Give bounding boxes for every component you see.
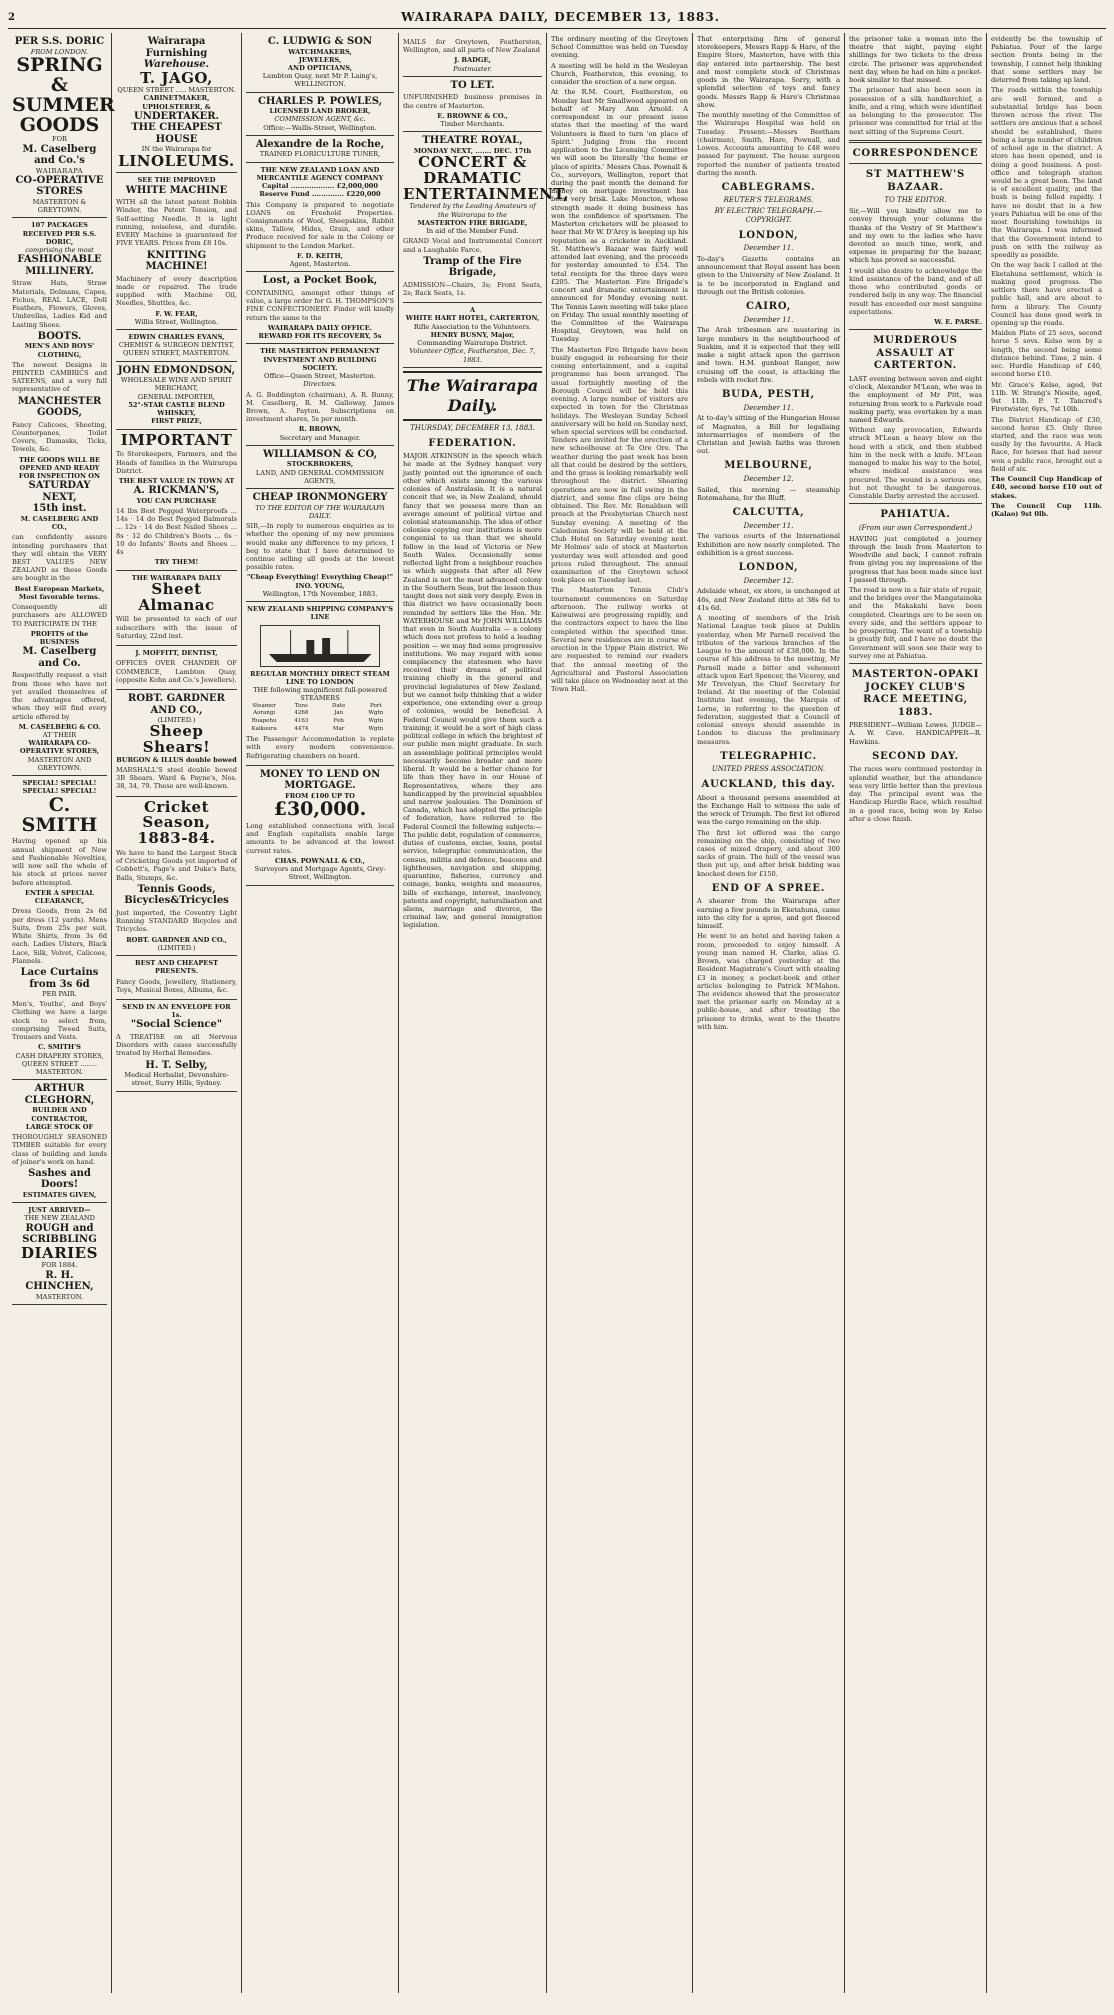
ad-line: JEWELERS, bbox=[298, 55, 342, 64]
ad-line: MONEY TO LEND ON MORTGAGE. bbox=[259, 768, 381, 792]
telegraphic-news: AUCKLAND, this day. About a thousand persons assembled at the Exchange Hall to witness the sale of the wreck of Triumph. The first lot offered was the cargo remaining on the ship. The first lot offered was the cargo remaining on the ship, consisting of two cases of mixed drapery, and about 300 sacks of grain. The hull of the vessel was then put up, and after brisk bidding was knocked down for £150. bbox=[697, 779, 840, 878]
ad-line: "Social Science" bbox=[130, 1019, 223, 1031]
smith-ad: SPECIAL! SPECIAL! SPECIAL! SPECIAL! C. SMITH Having opened up his annual shipment of New and Fashionable Novelties, will now sell the whole of his stock at prices never before attempted. ENTER A SPECIAL CLEARANCE, Dress Goods, from 2s 6d per dress (12 yards). Mens Suits, from 25s per suit. White Shirts, from 3s 6d each. Ladies Ulsters, Black Lace, Silk, Velvet, Calicoes, Flannels. Lace Curtains from 3s 6d PER PAIR. Men's, Youths', and Boys' Clothing we have a large stock to select from, comprising Tweed Suits, Trousers and Vests. C. SMITH'S CASH DRAPERY STORES, QUEEN STREET ........ MASTERTON. bbox=[12, 776, 107, 1080]
letter: Sir,—Will you kindly allow me to convey through your columns the thanks of the Vestry of St Matthew's and my own to the ladies who have devoted so much time, work, and expense in preparing for the bazaar, which has proved so successful. I would also desire to acknowledge the kind assistance of the band, and of all those who contributed goods or rendered help in any way. The financial result has exceeded our most sanguine expectations. W. E. PARSE. bbox=[849, 207, 982, 327]
ad-line: CASH DRAPERY STORES, bbox=[15, 1051, 104, 1060]
ad-line: FROM LONDON. bbox=[30, 47, 89, 56]
steamship-illustration bbox=[260, 625, 380, 667]
columns bbox=[8, 33, 1106, 1993]
ad-line: A bbox=[469, 306, 476, 315]
ad-line: KNITTING MACHINE! bbox=[145, 249, 208, 273]
news-paragraph: A shearer from the Wairarapa after earning a few pounds in Eketahuna, came into the city for a spree, and got fleeced himself. bbox=[697, 897, 840, 931]
news-paragraph: To-day's Gazette contains an announcement that Royal assent has been given to the University of New Zealand. It is to be incorporated in England and through out the British colonies. bbox=[697, 254, 840, 296]
ad-line: BUILDER AND CONTRACTOR, bbox=[31, 1106, 88, 1123]
news-paragraph: About a thousand persons assembled at the Exchange Hall to witness the sale of the wreck of Triumph. The first lot offered was the cargo remaining on the ship. bbox=[697, 793, 840, 827]
letter-salutation: TO THE EDITOR. bbox=[884, 196, 947, 205]
ad-line: MONDAY NEXT, ....... DEC. 17th bbox=[413, 146, 532, 155]
ad-heading: T. JAGO, bbox=[140, 68, 213, 87]
news-paragraph: evidently be the township of Pahiatua. Four of the large section fronts being in the township, I cannot help thinking that some settlers may be deterred from taking up land. bbox=[991, 35, 1102, 85]
ad-line: AT THEIR bbox=[42, 730, 77, 739]
ad-line: MANCHESTER GOODS, bbox=[17, 395, 102, 419]
news-paragraph: That enterprising firm of general storekeepers, Messrs Rapp & Hare, of the Empire Store, Masterton, have with this day entered into partnership. The best and most complete stock of Christmas goods in the Wairarapa. Sorry, with a splendid selection of toys and fancy goods. Messrs Rapp & Hare's Christmas show. bbox=[697, 35, 840, 109]
ad-line: THE MASTERTON PERMANENT INVESTMENT AND BUILDING SOCIETY. bbox=[260, 347, 380, 372]
cablegrams: LONDON, December 11. To-day's Gazette contains an announcement that Royal assent has been given to the University of New Zealand. It is to be incorporated in England and through out the British colonies. CAIRO, December 11. The Arab tribesmen are mustering in large numbers in the neighbourhood of Suakim, and it is expected that they will make a night attack upon the garrison and town. H.M. gunboat Ranger, now cruising off the coast, is attacking the rebels with rocket fire. BUDA, PESTH, December 11. At to-day's sitting of the Hungarian House of Magnates, a Bill for legalising intermarriages of members of the Christian and Jewish faiths was thrown out. MELBOURNE, December 12. Sailed, this morning — steamship Rotomahana, for the Bluff. CALCUTTA, December 11. The various courts of the International Exhibition are now nearly completed. The exhibition is a great success. LONDON, December 12. Adelaide wheat, ex store, is unchanged at 46s, and New Zealand ditto at 38s 6d to 41s 6d. A meeting of members of the Irish National League took place at Dublin yesterday, when Mr Parnell received the tributes of the various branches of the League to the amount of £38,000. In the course of his address to the meeting, Mr Parnell made a bitter and vehement attack upon Earl Spencer, the Viceroy, and Mr Trevelyan, the Chief Secretary for Ireland. At the meeting of the Colonial Institute last evening, the Marquis of Lorne, in referring to the question of federation, suggested that a Council of colonial envoys should assemble in London to discuss the preliminary measures. bbox=[697, 229, 840, 746]
news-paragraph: The ordinary meeting of the Greytown School Committee was held on Tuesday evening. bbox=[551, 35, 688, 60]
column-2 bbox=[112, 33, 242, 1993]
date: December 12. bbox=[743, 474, 794, 483]
pahiatua-continued: evidently be the township of Pahiatua. Four of the large section fronts being in the township, I cannot help thinking that some settlers may be deterred from taking up land. The roads within the township are well formed, and a substantial bridge has been thrown across the river. The settlers are anxious that a school should be established, there being a large number of children of school age in the district. A store has been opened, and is doing a good business. A post-office and telegraph station would be a great boon. The land is of excellent quality, and the bush is being felled rapidly. I have no doubt that in a few years Pahiatua will be one of the most flourishing townships in the Wairarapa. I was informed that the Government intend to push on with the railway as speedily as possible. On the way back I called at the Eketahuna settlement, which is making good progress. The settlers there have erected a public hall, and are about to form a library. The County Council has done good work in opening up the roads. Maiden Plate of 25 sovs, second horse 5 sovs. Kelso won by a length, the second being some distance behind. Time, 2 min. 4 sec. Hurdle Handicap of £40, second horse £10. Mr. Grace's Kelso, aged, 9st 11lb. W. Strang's Niosite, aged, 9st 11lb. P. T. Tancred's Firetwister, 6yrs, 7st 10lb. The District Handicap of £30, second horse £5. Only three started, and the race was won easily by the favourite. A Hack Race, for horses that had never won a public race, brought out a field of six. The Council Cup Handicap of £40, second horse £10 out of stakes. The Council Cup 11lb. (Kalao) 9st 0lb. bbox=[991, 35, 1102, 519]
ad-line: Tennis Goods, bbox=[137, 883, 216, 895]
lost-ad: Lost, a Pocket Book, CONTAINING, amongst other things of value, a large order for G. H. THOMPSON'S FINE CONFECTIONERY. Finder will kindly return the same to the WAIRARAPA DAILY OFFICE. REWARD FOR ITS RECOVERY, 5s bbox=[246, 272, 394, 344]
ad-line: WHITE HART HOTEL, CARTERTON, bbox=[405, 314, 540, 323]
ad-line: NEW ZEALAND SHIPPING COMPANY'S LINE bbox=[247, 605, 393, 622]
ad-line: M. CASELBERG AND CO., bbox=[20, 514, 99, 532]
news-paragraph: The various courts of the International Exhibition are now nearly completed. The exhibition is a great success. bbox=[697, 532, 840, 557]
column-1 bbox=[8, 33, 115, 1993]
ad-line: 15th inst. bbox=[32, 503, 87, 515]
ad-line: Rifle Association to the Volunteers. bbox=[413, 322, 532, 331]
ad-line: REGULAR MONTHLY DIRECT STEAM LINE TO LONDON bbox=[250, 669, 390, 686]
caselberg-ad: PER S.S. DORIC FROM LONDON. SPRING & SUMMER GOODS FOR M. Caselberg and Co.'s WAIRARAPA CO-OPERATIVE STORES MASTERTON & GREYTOWN. 107 PACKAGES RECEIVED PER S.S. DORIC, comprising the most FASHIONABLE MILLINERY. Straw Hats, Straw Materials, Dolmans, Capes, Fichus, REAL LACE, Doll Feathers, Flowers, Gloves, Umbrellas, Ladies Kid and Lasting Shoes. BOOTS. MEN'S AND BOYS' CLOTHING, The newest Designs in PRINTED CAMBRICS and SATEENS, and a very full representative of MANCHESTER GOODS, Fancy Calicoes, Sheeting, Counterpanes, Toilet Covers, Damasks, Ticks, Towels, &c. THE GOODS WILL BE OPENED AND READY FOR INSPECTION ON SATURDAY NEXT, 15th inst. M. CASELBERG AND CO., can confidently assure intending purchasers that they will obtain the VERY BEST VALUES NEW ZEALAND as these Goods are bought in the Best European Markets, Most favorable terms. Consequently all purchasers are ALLOWED TO PARTICIPATE IN THE PROFITS of the BUSINESS M. Caselberg and Co. Respectfully request a visit from those who have not yet availed themselves of the advantages offered, when they will find every article offered by M. CASELBERG & CO. AT THEIR WAIRARAPA CO-OPERATIVE STORES, MASTERTON AND GREYTOWN. bbox=[12, 33, 107, 776]
ad-line: Lace Curtains from 3s 6d bbox=[20, 967, 99, 990]
edmondson-ad bbox=[116, 362, 237, 430]
ad-line: WHITE MACHINE bbox=[125, 184, 228, 196]
ad-line: STOCKBROKERS, bbox=[286, 460, 354, 469]
cablegrams-copyright: BY ELECTRIC TELEGRAPH.—COPYRIGHT. bbox=[714, 207, 823, 224]
ad-line: Willis Street, Wellington. bbox=[134, 317, 219, 326]
ad-line: WAIRARAPA CO-OPERATIVE STORES, bbox=[19, 739, 100, 756]
cricket-ad: Cricket Season, 1883-84. We have to hand the Largest Stock of Cricketing Goods yet imported of Cobbett's, Page's and Duke's Bats, Balls, Stumps, &c. Tennis Goods, Bicycles&Tricycles Just imported, the Coventry Light Running STANDARD Bicycles and Tricycles. ROBT. GARDNER AND CO., (LIMITED.) bbox=[116, 797, 237, 956]
ad-line: WAIRARAPA DAILY OFFICE. bbox=[267, 323, 373, 332]
ad-line: C. SMITH'S bbox=[38, 1043, 81, 1052]
ad-line: FASHIONABLE bbox=[17, 254, 102, 266]
ad-heading: 1883-84. bbox=[137, 829, 216, 848]
news-paragraph: Sailed, this morning — steamship Rotomahana, for the Bluff. bbox=[697, 485, 840, 502]
ad-line: Wellington, 17th November, 1883. bbox=[262, 589, 378, 598]
ad-line: Best European Markets, bbox=[14, 584, 105, 593]
spree-headline: END OF A SPREE. bbox=[711, 882, 826, 894]
telegraphic-source: UNITED PRESS ASSOCIATION. bbox=[711, 765, 826, 774]
ad-line: CHEAP IRONMONGERY bbox=[252, 492, 388, 504]
ad-line: Surveyors and Mortgage Agents, Grey-Street, Wellington. bbox=[254, 865, 386, 882]
ad-line: Wairarapa Furnishing bbox=[145, 36, 208, 59]
ad-line: WAIRARAPA bbox=[35, 166, 84, 175]
ad-line: ADMISSION—Chairs, 3s; Front Seats, 2s; Back Seats, 1s. bbox=[403, 280, 542, 297]
ad-line: GENERAL IMPORTER, bbox=[137, 392, 216, 401]
ad-line: E. BROWNE & CO., bbox=[437, 111, 508, 120]
ad-line: WATCHMAKERS, bbox=[288, 47, 352, 56]
ad-line: MASTERTON & GREYTOWN. bbox=[32, 197, 87, 215]
ad-line: Office—Queen Street, Masterton. bbox=[264, 372, 376, 381]
dateline: AUCKLAND, this day. bbox=[701, 779, 836, 791]
ad-line: BOOTS. bbox=[37, 330, 82, 342]
ad-line: MASTERTON. bbox=[35, 1292, 84, 1301]
ad-line: comprising the most bbox=[25, 246, 94, 255]
ad-line: WHOLESALE WINE AND SPIRIT MERCHANT, bbox=[120, 376, 233, 393]
ad-line: LAND, AND GENERAL COMMISSION AGENTS, bbox=[255, 468, 385, 485]
ad-line: Commanding Wairarapa District. bbox=[417, 339, 528, 348]
dateline: LONDON, bbox=[738, 562, 799, 574]
ad-line: Tendered by the Leading Amateurs of the Wairarapa to the bbox=[409, 202, 536, 219]
news-paragraph: HAVING just completed a journey through the bush from Masterton to Woodville and back, I cannot refrain from giving you my impressions of the progress that has been made since last I passed through. bbox=[849, 534, 982, 584]
letter-body: Sir,—Will you kindly allow me to convey through your columns the thanks of the Vestry of St Matthew's and my own to the ladies who have devoted so much time, work, and expense in preparing for the bazaar, which has proved so successful. bbox=[849, 207, 982, 265]
ad-line: THE GOODS WILL BE OPENED AND READY FOR INSPECTION ON bbox=[18, 455, 101, 481]
column-4 bbox=[399, 33, 570, 1993]
ad-line: SEND IN AN ENVELOPE FOR 1s. bbox=[122, 1003, 231, 1020]
mortgage-ad: MONEY TO LEND ON MORTGAGE. FROM £100 UP TO £30,000. Long established connections with local and English capitalists enable large amounts to be advanced at the lowest current rates. CHAS. POWNALL & CO., Surveyors and Mortgage Agents, Grey-Street, Wellington. bbox=[246, 766, 394, 886]
ad-heading: SPRING & bbox=[16, 53, 103, 96]
ad-line: ESTIMATES GIVEN, bbox=[22, 1190, 97, 1199]
ad-line: PER PAIR. bbox=[42, 990, 77, 998]
ad-line: JOHN EDMONDSON, bbox=[117, 364, 236, 376]
ad-line: Reserve Fund .............. £220,000 bbox=[259, 190, 381, 199]
ad-line: R. H. CHINCHEN, bbox=[25, 1269, 94, 1293]
date: December 12. bbox=[743, 576, 794, 585]
assault-headline: MURDEROUS ASSAULT AT CARTERTON. bbox=[873, 335, 958, 372]
ad-line: FROM £100 UP TO bbox=[285, 791, 355, 800]
rickman-ad: IMPORTANT To Storekeepers, Farmers, and the Heads of families in the Wairarapa District. THE BEST VALUE IN TOWN AT A. RICKMAN'S, YOU CAN PURCHASE 14 lbs Best Pegged Waterproofs ... 14s · 14 do Best Pegged Balmorals ... 12s · 14 do Best Nailed Shoes ... 8s · 12 do Children's Boots ... 6s · 10 do Infants' Boots and Shoes ... 4s TRY THEM! bbox=[116, 430, 237, 571]
local-news-continued: That enterprising firm of general storekeepers, Messrs Rapp & Hare, of the Empire Store, Masterton, have with this day entered into partnership. The best and most complete stock of Christmas goods in the Wairarapa. Sorry, with a splendid selection of toys and fancy goods. Messrs Rapp & Hare's Christmas show. The monthly meeting of the Committee of the Wairarapa Hospital was held on Tuesday. Present:—Messrs Beetham (chairman), Smith, Hare, Pownall, and Lowes. Accounts amounting to £48 were passed for payment. The house surgeon reported the number of patients treated during the month. bbox=[697, 35, 840, 177]
letter-headline: ST MATTHEW'S BAZAAR. bbox=[865, 169, 966, 193]
presents-ad: BEST AND CHEAPEST PRESENTS. Fancy Goods, Jewellery, Stationery, Toys, Musical Boxes, Albums, &c. bbox=[116, 956, 237, 1000]
ad-line: EDWIN CHARLES EVANS, bbox=[128, 332, 225, 341]
ad-line: In aid of the Member Fund. bbox=[426, 227, 519, 236]
nz-loan-ad: THE NEW ZEALAND LOAN AND MERCANTILE AGENCY COMPANY Capital ................... £2,000,000 Reserve Fund .............. £220,000 This Company is prepared to negotiate LOANS on Freehold Properties. Consignments of Wool, Sheepskins, Rabbit skins, Tallow, Hides, Grain, and other Produce received for sale in the Colony or shipment to the London Market. F. D. KEITH, Agent, Masterton. bbox=[246, 163, 394, 273]
local-news: The ordinary meeting of the Greytown School Committee was held on Tuesday evening. A meeting will be held in the Wesleyan Church, Featherston, this evening, to consider the erection of a new organ. At the R.M. Court, Featherston, on Monday last Mr Smallwood appeared on behalf of Mary Ann Arnold. A correspondent in our present issue states that the meeting of the ward Volunteers is fixed to turn 'on place of Spirit.' Judging from the recent application to the Licensing Committee we will soon be literally 'the home or place of spirits.' Messrs Chas. Pownall & Co., surveyors, Wellington, report that during the past month the demand for money on mortgage investment has been very brisk. Lake Moncton, whose strength made it doing business has won the confidence of sportsmen. The Masterton cricketers will be pleased to hear that Mr W. D'Arcy is keeping up his reputation as a cricketer in Auckland. St. Matthew's Bazaar was fairly well attended last evening, and the proceeds for yesterday amounted to £54. The total receipts for the three days were £205. The Masterton Fire Brigade's concert and dramatic entertainment is announced for Monday evening next. The Tennis Lawn meeting will take place on Friday. The usual monthly meeting of the Committee of the Wairarapa Hospital, Greytown, was held on Tuesday. The Masterton Fire Brigade have been busily engaged in rehearsing for their coming entertainment, and a capital programme has been arranged. The usual fortnightly meeting of the Borough Council will be held this evening. A large number of visitors are expected in town for the Christmas holidays. The Wesleyan Sunday School anniversary will be held on Sunday next, when special services will be conducted. Tenders are invited for the erection of a new schoolhouse at Te Ore Ore. The weather during the past week has been all that could be desired by the settlers, and the grass is looking remarkably well throughout the district. Shearing operations are now in full swing in the district, and some fine clips are being obtained. The Rev. Mr. Ronaldson will preach at the Presbyterian Church next Sunday evening. A meeting of the Caledonian Society will be held at the Club Hotel on Saturday evening next. Mr Holmes' sale of stock at Masterton yesterday was well attended and good prices ruled throughout. The annual examination of the Greytown school took place on Tuesday last. The Masterton Tennis Club's tournament commences on Saturday afternoon. The railway works at Kaiwaiwai are progressing rapidly, and the contractors expect to have the line completed within the specified time. Several new residences are in course of erection in the Upper Plain district. We are requested to remind our readers that the annual meeting of the Agricultural and Pastoral Association will take place on Wednesday next at the Town Hall. bbox=[551, 35, 688, 694]
column-8 bbox=[987, 33, 1106, 1993]
news-paragraph: Mr. Grace's Kelso, aged, 9st 11lb. W. Strang's Niosite, aged, 9st 11lb. P. T. Tancred's Firetwister, 6yrs, 7st 10lb. bbox=[991, 380, 1102, 414]
ad-line: MILLINERY. bbox=[25, 265, 94, 277]
correspondence-headline: CORRESPONDENCE bbox=[852, 147, 979, 159]
ad-line: C. LUDWIG & SON bbox=[267, 36, 373, 47]
news-paragraph: the prisoner take a woman into the theatre that night, paying eight shillings for two tickets to the dress circle. The prisoner was apprehended next day, when he had on him a pocket-book similar to that missed. bbox=[849, 35, 982, 85]
newspaper-nameplate: The Wairarapa Daily. bbox=[403, 371, 542, 421]
ad-line: CHARLES P. POWLES, bbox=[257, 95, 383, 107]
ad-heading: ENTERTAINMENT, bbox=[403, 184, 570, 203]
roche-ad bbox=[246, 136, 394, 163]
ad-line: ROUGH and SCRIBBLING bbox=[22, 1222, 97, 1246]
ad-line: AND OPTICIANS, bbox=[287, 63, 353, 72]
issue-date: THURSDAY, DECEMBER 13, 1883. bbox=[410, 423, 535, 432]
news-paragraph: The Council Cup 11lb. (Kalao) 9st 0lb. bbox=[991, 501, 1102, 519]
ad-line: THE NEW ZEALAND bbox=[24, 1214, 95, 1223]
dateline: MELBOURNE, bbox=[724, 460, 813, 472]
ad-heading: Sheet Almanac bbox=[138, 579, 215, 614]
ad-line: HENRY BUSNY, Major, bbox=[430, 330, 515, 339]
assault-article: LAST evening between seven and eight o'clock, Alexander M'Lean, who was in the employment of Mr Pitt, was returning from work to a Parkvale road making party, was overtaken by a man named Edwards. Without any provocation, Edwards struck M'Lean a heavy blow on the head with a stick, and then stabbed him in the neck with a knife. M'Lean managed to make his way to the hotel, where medical assistance was procured. The wound is a serious one, but not thought to be dangerous. Constable Darby arrested the accused. bbox=[849, 374, 982, 501]
news-paragraph: PRESIDENT—William Lowes. JUDGE—A. W. Cave. HANDICAPPER—R. Hawkins. bbox=[849, 721, 982, 746]
news-paragraph: At to-day's sitting of the Hungarian House of Magnates, a Bill for legalising intermarriages of members of the Christian and Jewish faiths was thrown out. bbox=[697, 414, 840, 456]
date: December 11. bbox=[743, 244, 794, 253]
ad-line: F. W. FEAR, bbox=[155, 309, 198, 318]
date: December 11. bbox=[743, 315, 794, 324]
letter-signature: W. E. PARSE. bbox=[934, 318, 982, 327]
ad-line: TRY THEM! bbox=[154, 558, 199, 567]
ad-heading: CONCERT & DRAMATIC bbox=[418, 153, 527, 187]
steamer-table: Steamer Tons Date Port Aorangi 4268 Jan Wgtn Ruapehu 4163 Feb Wgtn Kaikoura 4474 Mar Wgtn bbox=[251, 702, 384, 733]
cleghorn-ad: ARTHUR CLEGHORN, BUILDER AND CONTRACTOR, LARGE STOCK OF THOROUGHLY SEASONED TIMBER suitable for every class of building and lands of joiner's work on hand. Sashes and Doors! ESTIMATES GIVEN, bbox=[12, 1080, 107, 1203]
ad-line: COMMISSION AGENT, &c. bbox=[274, 115, 366, 124]
ad-line: MEN'S AND BOYS' CLOTHING, bbox=[24, 342, 95, 359]
ad-line: Alexandre de la Roche, bbox=[255, 138, 385, 150]
ad-line: Lost, a Pocket Book, bbox=[262, 275, 378, 287]
ad-line: FOR bbox=[52, 135, 67, 144]
column-7 bbox=[845, 33, 987, 1993]
ironmongery-ad: CHEAP IRONMONGERY TO THE EDITOR OF THE WAIRARAPA DAILY. SIR,—In reply to numerous enquiries as to whether the opening of my new premises would make any difference to my prices, I beg to state that I have determined to continue selling all goods at the lowest possible rates. "Cheap Everything! Everything Cheap!" INO. YOUNG, Wellington, 17th November, 1883. bbox=[246, 489, 394, 602]
ad-line: MAILS for Greytown, Featherston, Wellington, and all parts of New Zealand bbox=[403, 38, 542, 55]
ad-line: Office:—Wallis-Street, Wellington. bbox=[263, 123, 377, 132]
shipping-ad: NEW ZEALAND SHIPPING COMPANY'S LINE REGULAR MONTHLY DIRECT STEAM LINE TO LONDON THE following magnificent full-powered STEAMERS Steamer Tons Date Port Aorangi 4268 Jan Wgtn Ruapehu 4163 Feb Wgtn Kaikoura 4474 Mar Wgtn The Passenger Accommodation is replete with every modern convenience. Refrigerating chambers on board. bbox=[246, 602, 394, 766]
ad-line: Volunteer Office, Featherston, Dec. 7, 1883. bbox=[409, 347, 536, 364]
ad-line: BEST AND CHEAPEST PRESENTS. bbox=[135, 959, 218, 976]
date: December 11. bbox=[743, 403, 794, 412]
ad-line: TRAINED FLORICULTURE TUNER, bbox=[259, 150, 381, 159]
ad-heading: Cricket Season, bbox=[142, 797, 211, 832]
ad-line: GRAND Vocal and Instrumental Concert and a Laughable Farce. bbox=[403, 237, 542, 254]
ad-line: CHAS. POWNALL & CO., bbox=[275, 856, 365, 865]
spree-article: A shearer from the Wairarapa after earning a few pounds in Eketahuna, came into the city for a spree, and got fleeced himself. He went to an hotel and having taken a room, proceeded to enjoy himself. A young man named H. Clarke, alias G. Brown, was charged yesterday at the Resident Magistrate's Court with stealing £3 in money, a pocket-book and other articles belonging to Patrick M'Mahon. The evidence showed that the prosecutor met the prisoner early on Monday at a public-house, and after treating the prisoner to drinks, went to the theatre with him. bbox=[697, 897, 840, 1031]
ad-line: SATURDAY NEXT, bbox=[28, 480, 91, 503]
ad-line: CABINETMAKER, UPHOLSTERER, & bbox=[142, 94, 211, 111]
news-paragraph: Adelaide wheat, ex store, is unchanged at 46s, and New Zealand ditto at 38s 6d to 41s 6d. bbox=[697, 587, 840, 612]
ad-line: Secretary and Manager. bbox=[279, 433, 361, 442]
ad-line: Directors. bbox=[303, 380, 337, 389]
ad-line: LICENSED LAND BROKER, bbox=[269, 107, 371, 116]
news-paragraph: At the R.M. Court, Featherston, on Monday last Mr Smallwood appeared on behalf of Mary Ann Arnold. A correspondent in our present issue states that the meeting of the ward Volunteers is fixed to turn 'on place of Spirit.' Judging from the recent application to the Licensing Committee we will soon be literally 'the home or place of spirits.' Messrs Chas. Pownall & Co., surveyors, Wellington, report that during the past month the demand for money on mortgage investment has been very brisk. Lake Moncton, whose strength made it doing business has won the confidence of sportsmen. The Masterton cricketers will be pleased to hear that Mr W. D'Arcy is keeping up his reputation as a cricketer in Auckland. St. Matthew's Bazaar was fairly well attended last evening, and the proceeds for yesterday amounted to £54. The total receipts for the three days were £205. The Masterton Fire Brigade's concert and dramatic entertainment is announced for Monday evening next. The Tennis Lawn meeting will take place on Friday. The usual monthly meeting of the Committee of the Wairarapa Hospital, Greytown, was held on Tuesday. bbox=[551, 88, 688, 344]
ad-heading: SUMMER bbox=[12, 93, 115, 116]
ad-line: INO. YOUNG, bbox=[295, 581, 345, 590]
ad-line: M. Caselberg and Co. bbox=[22, 646, 97, 669]
mails-notice bbox=[403, 33, 542, 77]
ad-line: PROFITS of the BUSINESS bbox=[30, 629, 89, 647]
ad-line: F. D. KEITH, bbox=[297, 251, 343, 260]
ad-line: FOR 1884. bbox=[41, 1261, 78, 1270]
investment-ad: THE MASTERTON PERMANENT INVESTMENT AND BUILDING SOCIETY. Office—Queen Street, Masterton. Directors. A. G. Boddington (chairman), A. R. Bunny, M. Caselberg, R. M. Galloway, James Brown, A. Payton. Subscriptions on investment shares, 5s per month. R. BROWN, Secretary and Manager. bbox=[246, 344, 394, 446]
ad-line: Capital ................... £2,000,000 bbox=[262, 182, 378, 191]
ad-line: LARGE STOCK OF bbox=[25, 1122, 94, 1131]
ad-line: "Cheap Everything! Everything Cheap!" bbox=[247, 573, 393, 582]
ad-line: Bicycles&Tricycles bbox=[124, 895, 229, 907]
jago-ad bbox=[116, 33, 237, 173]
article-headline: FEDERATION. bbox=[428, 437, 517, 449]
column-3 bbox=[242, 33, 399, 1993]
ad-line: TO LET. bbox=[450, 79, 495, 91]
ad-line: REWARD FOR ITS RECOVERY, 5s bbox=[258, 332, 382, 341]
ad-line: Most favorable terms. bbox=[18, 592, 101, 601]
telegraphic-headline: TELEGRAPHIC. bbox=[720, 750, 817, 762]
ad-heading: Sheep Shears! bbox=[142, 722, 211, 757]
ad-line: MASTERTON FIRE BRIGADE, bbox=[417, 218, 528, 227]
cablegrams-source: REUTER'S TELEGRAMS. bbox=[723, 196, 814, 205]
moffitt-ad: J. MOFFITT, DENTIST, OFFICES OVER CHANDER OF COMMERCE, Lambton Quay, (opposite Kohn and Co.'s Jewellers). bbox=[116, 646, 237, 690]
ad-line: 107 PACKAGES RECEIVED PER S.S. DORIC, bbox=[22, 221, 97, 246]
ad-line: WELLINGTON. bbox=[294, 80, 346, 89]
ad-line: QUEEN STREET, MASTERTON. bbox=[123, 349, 230, 358]
ad-line: FIRST PRIZE, bbox=[151, 417, 202, 426]
ad-heading: LINOLEUMS. bbox=[118, 151, 235, 170]
ad-line: THEATRE ROYAL, bbox=[422, 135, 523, 147]
editorial-article bbox=[403, 452, 542, 930]
ad-line: Warehouse. bbox=[143, 59, 210, 70]
ad-line: M. Caselberg and Co.'s bbox=[22, 143, 97, 167]
jockey-club-headline: MASTERTON-OPAKI JOCKEY CLUB'S RACE MEETING, 1883. bbox=[851, 669, 980, 718]
masthead-title: WAIRARAPA DAILY, DECEMBER 13, 1883. bbox=[401, 10, 720, 24]
article-body: MAJOR ATKINSON in the speech which he made at the Sydney banquet very justly pointed out the ignorance of each other which exists among the various colonies of Australasia. It is a natural conceit that we, in New Zealand, should fancy that we possess more than an average amount of political virtue and colonial statesmanship. The idea of other colonies copying our institutions is more congenial to us than that we should follow in the lead of Victoria or New South Wales. Occasionally some reflected light from a neighbour reaches us which suggests that after all New Zealand is not the most advanced colony in the Southern Seas, but the lesson thus taught does not sink very deeply. Even in this district we have occasionally been reminded by settlers like the Hon. Mr. WATERHOUSE and Mr JOHN WILLIAMS that even in South Australia — a colony which does not profess to hold a leading position — we may find some progressive institutions. We may regard with some complacency the statesmen who have received their dreams of political training chiefly in the general and provincial legislatures of New Zealand, but we cannot help thinking that a wider experience, one extending over a group of colonies, would be beneficial. A Federal Council would give them such a training; it would be a sort of high class political college in which the brightest of our public men might graduate. In such an assemblage political principles would necessarily become broader and more liberal. It would be a better chance for life than they have in our House of Representatives, where they are handicapped by the provincial squabbles and narrow jealousies. The Dominion of Canada, which has adopted the principle of federation, have referred to the Federal Council the following subjects:— The public debt, regulation of commerce, duties of customs, excise, loans, postal service, telegraphic communication, the census, militia and defence, beacons and lighthouses, navigation and shipping, quarantine, fisheries, currency and coinage, banks, weights and measures, bills of exchange, interest, insolvency, patents and copyright, naturalisation and aliens, marriage and divorce, the criminal law, and general immigration legislation. bbox=[403, 452, 542, 930]
ad-line: R. BROWN, bbox=[298, 425, 342, 434]
dateline: LONDON, bbox=[738, 229, 799, 241]
ad-line: Sashes and Doors! bbox=[28, 1167, 91, 1191]
news-paragraph: The Arab tribesmen are mustering in large numbers in the neighbourhood of Suakim, and it is expected that they will make a night attack upon the garrison and town. H.M. gunboat Ranger, now cruising off the coast, is attacking the rebels with rocket fire. bbox=[697, 326, 840, 384]
ad-line: Timber Merchants. bbox=[440, 120, 505, 129]
ad-line: Tramp of the Fire Brigade, bbox=[423, 255, 522, 279]
pahiatua-source: (From our own Correspondent.) bbox=[858, 523, 973, 532]
ad-line: SEE THE IMPROVED bbox=[137, 176, 216, 185]
white-machine-ad: SEE THE IMPROVED WHITE MACHINE WITH all the latest patent Bobbin Winder, the Patent Tension, and Self-setting Needle. It is light running, noiseless, and durable. EVERY Machine is guaranteed for FIVE YEARS. Prices from £8 10s. KNITTING MACHINE! Machinery of every description made or repaired. The trade supplied with Machine Oil, Needles, Shuttles, &c. F. W. FEAR, Willis Street, Wellington. bbox=[116, 173, 237, 330]
column-6 bbox=[693, 33, 845, 1993]
cablegrams-headline: CABLEGRAMS. bbox=[721, 181, 816, 193]
ad-line: PER S.S. DORIC bbox=[14, 36, 105, 47]
masthead bbox=[8, 6, 1106, 29]
news-paragraph: A meeting will be held in the Wesleyan Church, Featherston, this evening, to consider the erection of a new organ. bbox=[551, 61, 688, 87]
ad-line: YOU CAN PURCHASE bbox=[136, 496, 217, 505]
diaries-ad bbox=[12, 1203, 107, 1305]
selby-ad: SEND IN AN ENVELOPE FOR 1s. "Social Science" A TREATISE on all Nervous Disorders with cases successfully treated by Herbal Remedies. H. T. Selby, Medical Herbalist, Devonshire-street, Surry Hills, Sydney. bbox=[116, 1000, 237, 1092]
ad-line: UNDERTAKER. bbox=[133, 110, 220, 122]
ad-line: ENTER A SPECIAL CLEARANCE, bbox=[24, 888, 94, 906]
almanac-ad: THE WAIRARAPA DAILY Sheet Almanac Will be presented to each of our subscribers with the issue of Saturday, 22nd inst. bbox=[116, 571, 237, 646]
gardner-ad: ROBT. GARDNER AND CO., (LIMITED.) Sheep Shears! BURGON & ILLUS double bowed MARSHALL'S steel double bowed 3B Shears. Ward & Payne's, Nos. 38, 34, 79. These are well-known. bbox=[116, 690, 237, 797]
ad-line: Medical Herbalist, Devonshire-street, Surry Hills, Sydney. bbox=[124, 1071, 229, 1088]
ad-line: (LIMITED.) bbox=[157, 943, 196, 952]
news-paragraph: LAST evening between seven and eight o'clock, Alexander M'Lean, who was in the employment of Mr Pitt, was returning from work to a Parkvale road making party, was overtaken by a man named Edwards. bbox=[849, 374, 982, 425]
ad-line: JUST ARRIVED— bbox=[28, 1206, 91, 1215]
ad-line: UNFURNISHED business premises in the centre of Masterton. bbox=[403, 93, 542, 110]
ad-line: THE following magnificent full-powered STEAMERS bbox=[253, 686, 387, 703]
ad-line: J. BADGE, bbox=[454, 56, 491, 65]
date: December 11. bbox=[743, 521, 794, 530]
ad-line: 52°-STAR CASTLE BLEND WHISKEY, bbox=[128, 400, 225, 418]
ad-line: J. MOFFITT, DENTIST, bbox=[135, 649, 218, 658]
rifle-ad bbox=[403, 303, 542, 368]
pahiatua-article: HAVING just completed a journey through the bush from Masterton to Woodville and back, I cannot refrain from giving you my impressions of the progress that has been made since last I passed through. The road is now in a fair state of repair, and the bridges over the Mangatainoka and the Makakahi have been completed. Clearings are to be seen on every side, and the settlers appear to be prospering. The want of a township is greatly felt, and I have no doubt the Government will soon see their way to survey one at Pahiatua. bbox=[849, 534, 982, 660]
ad-heading: C. SMITH bbox=[21, 793, 98, 836]
ad-line: Lambton Quay, next Mr P. Laing's, bbox=[262, 72, 378, 81]
evans-ad bbox=[116, 330, 237, 362]
ad-line: QUEEN STREET ........ MASTERTON. bbox=[21, 1059, 98, 1077]
ad-line: A. RICKMAN'S, bbox=[133, 485, 220, 497]
ad-line: M. CASELBERG & CO. bbox=[18, 722, 101, 731]
ad-line: MASTERTON AND GREYTOWN. bbox=[27, 755, 92, 772]
ad-line: Agent, Masterton. bbox=[289, 260, 351, 269]
race-day-headline: SECOND DAY. bbox=[872, 750, 959, 762]
to-let-ad bbox=[403, 77, 542, 132]
powles-ad bbox=[246, 93, 394, 136]
ad-line: WILLIAMSON & CO, bbox=[262, 448, 378, 460]
ad-heading: £30,000. bbox=[273, 798, 367, 821]
ad-line: SPECIAL! SPECIAL! bbox=[22, 779, 97, 788]
ad-line: SPECIAL! SPECIAL! bbox=[22, 787, 97, 796]
ad-line: CHEMIST & SURGEON DENTIST, bbox=[118, 341, 235, 350]
theatre-ad bbox=[403, 132, 570, 303]
ad-line: CO-OPERATIVE STORES bbox=[15, 174, 104, 198]
ad-line: TO THE EDITOR OF THE WAIRARAPA DAILY. bbox=[255, 503, 385, 520]
ad-heading: IMPORTANT bbox=[120, 430, 233, 449]
race-officials: PRESIDENT—William Lowes. JUDGE—A. W. Cave. HANDICAPPER—R. Hawkins. SECOND DAY. The races were continued yesterday in splendid weather, but the attendance was very little better than the previous day. The principal event was the Handicap Hurdle Race, which resulted in a good race, being won by Kelso after a close finish. bbox=[849, 721, 982, 823]
ad-line: H. T. Selby, bbox=[145, 1059, 208, 1071]
dateline: CALCUTTA, bbox=[732, 507, 805, 519]
ad-line: THE BEST VALUE IN TOWN AT bbox=[118, 477, 235, 486]
dateline: BUDA, PESTH, bbox=[722, 389, 815, 401]
ad-line: QUEEN STREET ..... MASTERTON. bbox=[117, 86, 236, 95]
pahiatua-headline: PAHIATUA. bbox=[880, 509, 951, 521]
page-number: 2 bbox=[8, 11, 15, 23]
ad-heading: GOODS bbox=[19, 113, 100, 136]
ad-line: THE WAIRARAPA DAILY bbox=[131, 573, 222, 582]
ad-line: (LIMITED.) bbox=[157, 716, 196, 725]
ad-line: ARTHUR CLEGHORN, bbox=[24, 1083, 95, 1106]
ad-line: ROBT. GARDNER AND CO., bbox=[126, 935, 227, 944]
ad-line: ROBT. GARDNER AND CO., bbox=[128, 693, 225, 716]
dateline: CAIRO, bbox=[745, 301, 792, 313]
court-report: the prisoner take a woman into the theatre that night, paying eight shillings for two tickets to the dress circle. The prisoner was apprehended next day, when he had on him a pocket-book similar to that missed. The prisoner had also been seen in possession of a silk handkerchief, a knife, and a ring, which were identified as belonging to the prosecutor. The prisoner was committed for trial at the next sitting of the Supreme Court. bbox=[849, 35, 982, 136]
ad-heading: DIARIES bbox=[21, 1243, 98, 1262]
williamson-ad bbox=[246, 446, 394, 489]
ad-line: THE CHEAPEST HOUSE bbox=[131, 122, 222, 145]
ludwig-ad bbox=[246, 33, 394, 93]
ad-line: THE NEW ZEALAND LOAN AND MERCANTILE AGENCY COMPANY bbox=[256, 165, 384, 182]
column-5 bbox=[547, 33, 693, 1993]
ad-line: IN the Wairarapa for bbox=[141, 145, 212, 154]
ad-line: Postmaster. bbox=[453, 64, 492, 73]
ad-line: BURGON & ILLUS double bowed bbox=[116, 755, 237, 764]
news-paragraph: The Council Cup Handicap of £40, second horse £10 out of stakes. bbox=[991, 475, 1102, 500]
